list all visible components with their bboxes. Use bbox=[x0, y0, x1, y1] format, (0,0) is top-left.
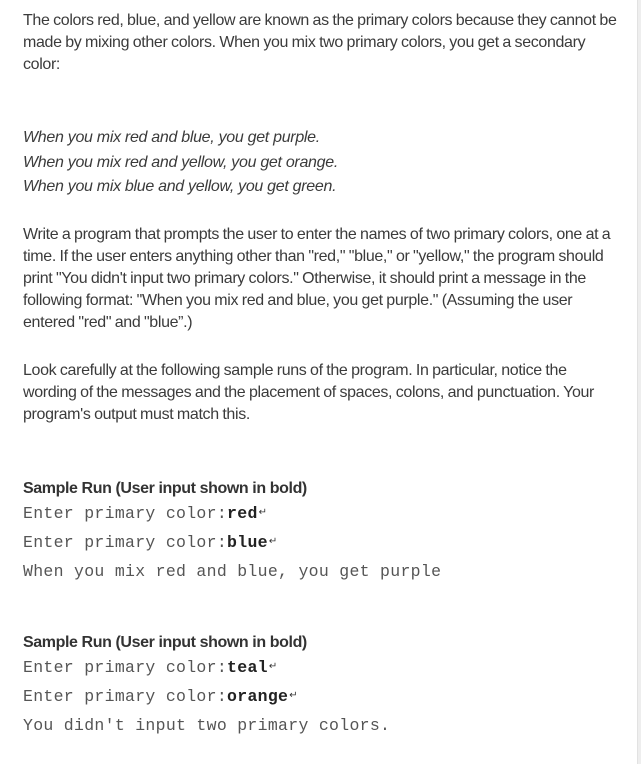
return-icon: ↵ bbox=[268, 661, 278, 672]
prompt-text: Enter primary color: bbox=[23, 504, 228, 523]
user-input-text: red bbox=[227, 504, 258, 523]
sample-run-2 bbox=[23, 632, 618, 739]
example-line: When you mix blue and yellow, you get green. bbox=[23, 178, 337, 195]
sample-run-line bbox=[23, 529, 618, 558]
prompt-text: Enter primary color: bbox=[23, 658, 228, 677]
user-input-text: teal bbox=[227, 658, 268, 677]
task-paragraph: Write a program that prompts the user to enter the names of two primary colors, one at a time. If the user enters anything other than "red," "blue," or "yellow," the program should print "You didn't input two primary colors." Otherwise, it should print a message in the following format: "When you mix red and blue, you get purple." (Assuming the user entered "red" and "blue”.) bbox=[23, 226, 611, 331]
sample-run-1 bbox=[23, 478, 618, 585]
return-icon: ↵ bbox=[268, 536, 278, 547]
intro-paragraph: The colors red, blue, and yellow are known as the primary colors because they cannot be made by mixing other colors. When you mix two primary colors, you get a secondary color: bbox=[23, 12, 617, 73]
sample-run-line bbox=[23, 500, 618, 529]
sample-run-heading: Sample Run (User input shown in bold) bbox=[23, 480, 307, 497]
user-input-text: orange bbox=[227, 687, 289, 706]
sample-run-line bbox=[23, 683, 618, 712]
return-icon: ↵ bbox=[258, 507, 268, 518]
example-line: When you mix red and blue, you get purple. bbox=[23, 129, 320, 146]
sample-run-output: You didn't input two primary colors. bbox=[23, 716, 391, 735]
sample-run-output: When you mix red and blue, you get purple bbox=[23, 562, 442, 581]
prompt-text: Enter primary color: bbox=[23, 687, 228, 706]
prompt-text: Enter primary color: bbox=[23, 533, 228, 552]
example-line: When you mix red and yellow, you get orange. bbox=[23, 153, 338, 171]
sample-run-line bbox=[23, 654, 618, 683]
sample-run-heading: Sample Run (User input shown in bold) bbox=[23, 634, 307, 651]
color-mix-examples bbox=[23, 126, 618, 200]
note-paragraph: Look carefully at the following sample runs of the program. In particular, notice the wording of the messages and the placement of spaces, colons, and punctuation. Your program's output must match this. bbox=[23, 362, 595, 423]
return-icon: ↵ bbox=[289, 690, 298, 701]
page-right-border bbox=[637, 0, 641, 764]
user-input-text: blue bbox=[227, 533, 268, 552]
